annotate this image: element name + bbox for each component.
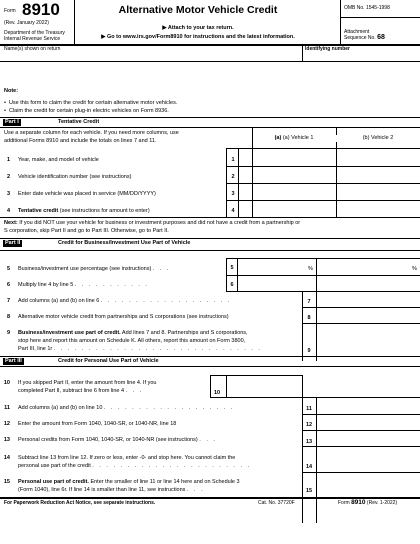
line-6-vehicle-2-input[interactable] (317, 276, 419, 291)
part1-label: Part I (5, 119, 19, 125)
line-12-text: Enter the amount from Form 1040, 1040-SR, or 1040-NR, line 18 (18, 421, 177, 427)
note-bullet-1: • Use this form to claim the credit for certain alternative motor vehicles. (4, 100, 177, 107)
line-5-percent-a: % (308, 266, 313, 272)
line-1-number: 1 (6, 157, 10, 163)
line-12-number: 12 (3, 421, 10, 427)
line-11-text: Add columns (a) and (b) on line 10 . . . . . . . . . . . . . . . . . . . (18, 405, 235, 411)
omb-number: OMB No. 1545-1998 (344, 5, 390, 11)
line-4-box: 4 (231, 208, 235, 214)
line-13-number: 13 (3, 437, 10, 443)
line-8-amount-input[interactable] (317, 308, 419, 323)
line-10-text-1: If you skipped Part II, enter the amount from line 4. If you (18, 380, 157, 386)
line-4-text: Tentative credit (see instructions for amount to enter) (18, 208, 150, 214)
line-15-number: 15 (3, 479, 10, 485)
line-8-text: Alternative motor vehicle credit from partnerships and S corporations (see instructions) (18, 314, 229, 320)
line-15-text-1: Personal use part of credit. Enter the smaller of line 11 or line 14 here and on Schedule 3 (18, 479, 240, 485)
line-10-number: 10 (3, 380, 10, 386)
line-6-vehicle-1-input[interactable] (238, 276, 315, 291)
line-13-amount-input[interactable] (317, 431, 419, 446)
line-10-amount-input[interactable] (227, 376, 301, 396)
name-input[interactable] (2, 52, 300, 61)
line-6-text: Multiply line 4 by line 5 . . . . . . . . . . . (18, 282, 149, 288)
identifying-number-label: Identifying number (305, 46, 350, 52)
column-a-header: (a) (a) Vehicle 1 (274, 135, 314, 141)
line-7-box: 7 (307, 299, 311, 305)
line-3-vehicle-1-input[interactable] (253, 184, 335, 200)
form-label: Form (4, 8, 16, 14)
line-9-text-3: Part III, line 1r . . . . . . . . . . . . . . . . . . . . . . . . . . . . . . (18, 346, 262, 352)
line-15-amount-input[interactable] (317, 473, 419, 497)
line-6-number: 6 (6, 282, 10, 288)
line-4-vehicle-1-input[interactable] (253, 201, 335, 217)
line-7-text: Add columns (a) and (b) on line 6 . . . . . . . . . . . . . . . . . . . (18, 298, 232, 304)
line-1-text: Year, make, and model of vehicle (18, 157, 99, 163)
part1-intro-2: additional Forms 8910 and include the totals on lines 7 and 11. (4, 138, 157, 144)
line-3-number: 3 (6, 191, 10, 197)
line-15-text-2: (Form 1040), line 6r. If line 14 is smaller than line 11, see instructions . . . (18, 487, 205, 493)
line-5-percent-b: % (412, 266, 417, 272)
line-14-text-2: personal use part of the credit . . . . . . . . . . . . . . . . . . . . . . . (18, 463, 252, 469)
line-8-number: 8 (6, 314, 10, 320)
footer-form-id: Form 8910 (Rev. 1-2022) (338, 499, 398, 506)
line-7-amount-input[interactable] (317, 292, 419, 307)
line-2-vehicle-1-input[interactable] (253, 167, 335, 183)
line-3-vehicle-2-input[interactable] (337, 184, 419, 200)
note-heading: Note: (4, 88, 19, 94)
line-8-box: 8 (307, 315, 311, 321)
identifying-number-input[interactable] (304, 52, 418, 61)
line-1-vehicle-2-input[interactable] (337, 149, 419, 166)
attachment-label: Attachment (344, 29, 370, 35)
website-instruction: ▶ Go to www.irs.gov/Form8910 for instructions and the latest information. (101, 34, 295, 40)
line-10-box: 10 (213, 390, 221, 396)
line-1-box: 1 (231, 157, 235, 163)
line-9-text-2: stop here and report this amount on Schedule K. All others, report this amount on Form 3800, (18, 338, 246, 344)
line-14-number: 14 (3, 455, 10, 461)
part3-label: Part III (5, 358, 22, 364)
line-2-vehicle-2-input[interactable] (337, 167, 419, 183)
catalog-number: Cat. No. 37720F (258, 500, 295, 506)
line-9-box: 9 (307, 348, 311, 354)
irs-label: Internal Revenue Service (4, 36, 61, 42)
line-4-vehicle-2-input[interactable] (337, 201, 419, 217)
attach-instruction: ▶ Attach to your tax return. (162, 25, 234, 31)
part2-title: Credit for Business/Investment Use Part of Vehicle (58, 240, 191, 246)
form-title: Alternative Motor Vehicle Credit (118, 4, 278, 16)
line-5-box: 5 (230, 265, 234, 271)
part2-label: Part II (5, 240, 21, 246)
line-9-text-1: Business/investment use part of credit. Add lines 7 and 8. Partnerships and S corporations, (18, 330, 248, 336)
line-3-text: Enter date vehicle was placed in service (MM/DD/YYYY) (18, 191, 156, 197)
column-b-header-label: (b) Vehicle 2 (336, 135, 420, 142)
line-5-number: 5 (6, 266, 10, 272)
line-12-box: 12 (305, 422, 313, 428)
name-field-label: Name(s) shown on return (4, 46, 61, 52)
line-5-vehicle-2-input[interactable] (317, 259, 419, 275)
revision-date: (Rev. January 2022) (4, 20, 49, 26)
line-14-amount-input[interactable] (317, 447, 419, 472)
next-instruction-1: Next: If you did NOT use your vehicle for business or investment purposes and did not have a credit from a partnership or (4, 220, 301, 226)
line-4-number: 4 (6, 208, 10, 214)
line-9-number: 9 (6, 330, 10, 336)
line-3-box: 3 (231, 191, 235, 197)
part3-title: Credit for Personal Use Part of Vehicle (58, 358, 159, 364)
sequence-number: 68 (377, 34, 385, 41)
next-instruction-2: S corporation, skip Part II and go to Part III. Otherwise, go to Part II. (4, 228, 169, 234)
line-1-vehicle-1-input[interactable] (253, 149, 335, 166)
line-13-text: Personal credits from Form 1040, 1040-SR, or 1040-NR (see instructions) . . . (18, 437, 217, 443)
line-12-amount-input[interactable] (317, 415, 419, 430)
part1-intro-1: Use a separate column for each vehicle. If you need more columns, use (4, 130, 179, 136)
line-2-box: 2 (231, 174, 235, 180)
line-10-text-2: completed Part II, subtract line 6 from line 4 . . . (18, 388, 144, 394)
line-9-amount-input[interactable] (317, 324, 419, 355)
part1-title: Tentative Credit (58, 119, 100, 125)
line-7-number: 7 (6, 298, 10, 304)
note-bullet-2: • Claim the credit for certain plug-in electric vehicles on Form 8936. (4, 108, 169, 115)
line-15-box: 15 (305, 488, 313, 494)
sequence-label: Sequence No. 68 (344, 34, 385, 41)
form-number: 8910 (22, 0, 60, 19)
line-5-text: Business/investment use percentage (see instructions) . . . (18, 266, 171, 272)
line-2-number: 2 (6, 174, 10, 180)
line-11-amount-input[interactable] (317, 398, 419, 414)
line-11-box: 11 (306, 406, 312, 412)
line-13-box: 13 (305, 439, 313, 445)
line-11-number: 11 (4, 405, 10, 411)
paperwork-notice: For Paperwork Reduction Act Notice, see separate instructions. (4, 500, 156, 506)
line-14-box: 14 (305, 464, 313, 470)
line-14-text-1: Subtract line 13 from line 12. If zero or less, enter -0- and stop here. You cannot claim the (18, 455, 236, 461)
line-6-box: 6 (230, 282, 234, 288)
line-2-text: Vehicle identification number (see instructions) (18, 174, 132, 180)
department: Department of the Treasury (4, 30, 65, 36)
